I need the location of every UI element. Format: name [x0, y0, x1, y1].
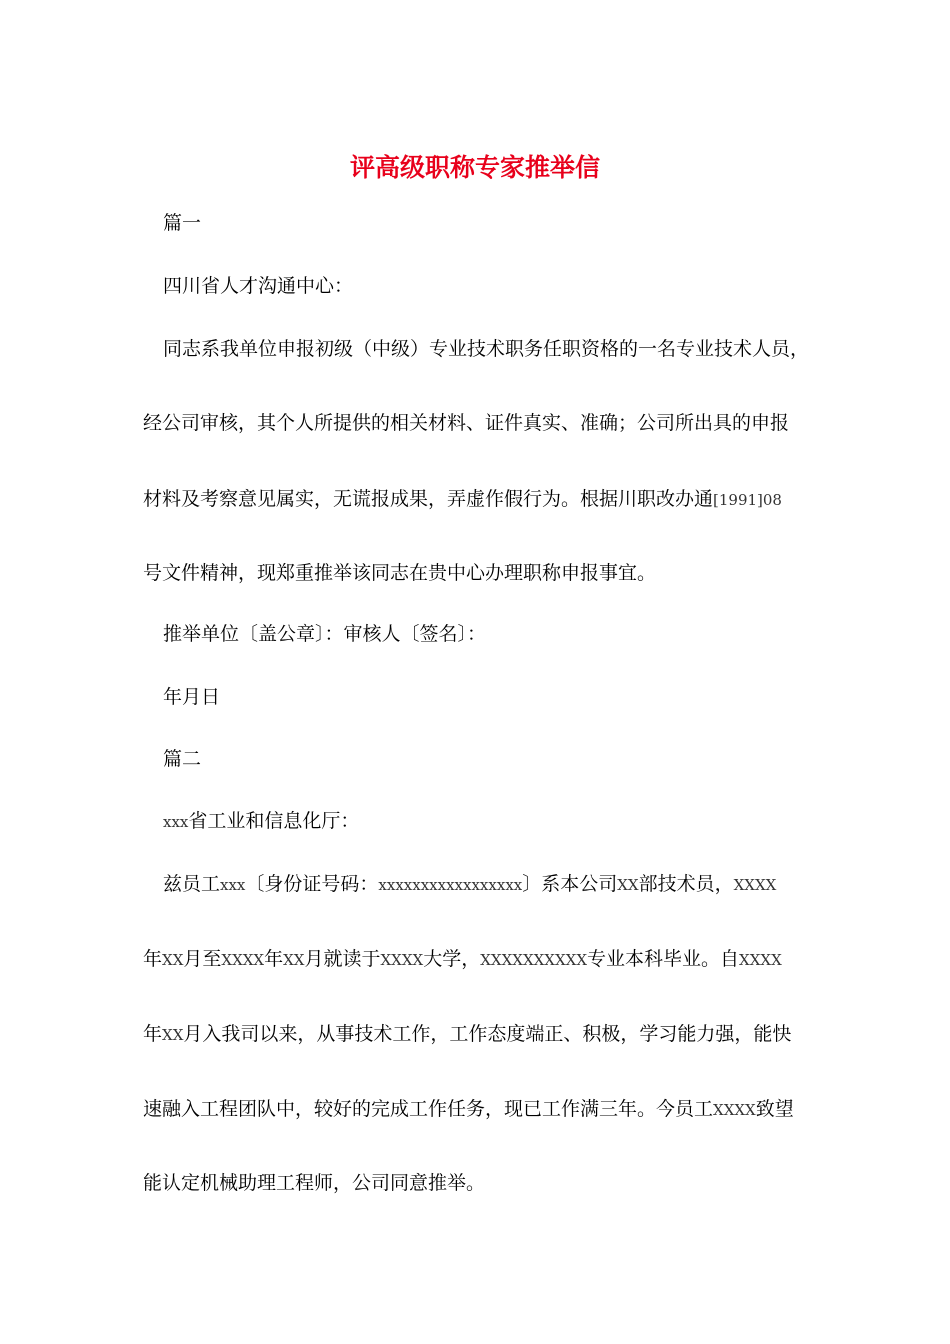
text-segment: 月至 [183, 948, 222, 970]
text-segment: 〔身份证号码： [245, 873, 379, 895]
section1-paragraph-line-3 [143, 486, 782, 513]
document-number: [1991]08 [713, 491, 782, 509]
section1-paragraph-line-2: 经公司审核，其个人所提供的相关材料、证件真实、准确；公司所出具的申报 [143, 412, 790, 434]
section2-paragraph-line-5: 能认定机械助理工程师，公司同意推举。 [143, 1172, 486, 1194]
text-segment: 兹员工 [163, 873, 221, 895]
section2-paragraph-line-3 [143, 1021, 791, 1048]
text-segment: 致望 [755, 1098, 794, 1120]
placeholder-code: XXXX [380, 951, 424, 969]
placeholder-code: XXXX [733, 876, 777, 894]
section2-addressee [163, 808, 359, 835]
section1-heading: 篇一 [163, 212, 202, 234]
addressee-text: 省工业和信息化厅： [188, 810, 360, 832]
text-segment: 〕系本公司 [522, 873, 618, 895]
section1-date: 年月日 [163, 686, 221, 708]
section1-paragraph-line-4: 号文件精神，现郑重推举该同志在贵中心办理职称申报事宜。 [143, 562, 657, 584]
text-segment: 部技术员， [638, 873, 734, 895]
paragraph-text: 材料及考察意见属实，无谎报成果，弄虚作假行为。根据川职改办通 [143, 488, 714, 510]
section1-paragraph-line-1: 同志系我单位申报初级（中级）专业技术职务任职资格的一名专业技术人员， [163, 338, 810, 360]
section2-heading: 篇二 [163, 748, 202, 770]
placeholder-code: XX [617, 876, 639, 894]
placeholder-code: XXXXXXXXXX [480, 951, 588, 969]
placeholder-code: xxxxxxxxxxxxxxxxx [378, 876, 523, 894]
text-segment: 专业本科毕业。自 [587, 948, 740, 970]
section1-signature: 推举单位〔盖公章〕：审核人〔签名〕： [163, 623, 487, 645]
text-segment: 年 [143, 948, 163, 970]
placeholder-code: XX [162, 951, 184, 969]
section2-paragraph-line-4 [143, 1096, 794, 1123]
placeholder-code: XXXX [713, 1101, 756, 1119]
document-title: 评高级职称专家推举信 [349, 153, 600, 182]
text-segment: 年 [143, 1023, 163, 1045]
section2-paragraph-line-1 [163, 871, 776, 898]
placeholder-code: XXXX [739, 951, 782, 969]
text-segment: 大学， [423, 948, 481, 970]
section1-addressee: 四川省人才沟通中心： [163, 275, 354, 297]
section2-paragraph-line-2 [143, 946, 782, 973]
placeholder-code: xxx [163, 813, 189, 831]
text-segment: 月入我司以来，从事技术工作，工作态度端正、积极，学习能力强，能快 [183, 1023, 792, 1045]
text-segment: 年 [264, 948, 284, 970]
text-segment: 月就读于 [304, 948, 381, 970]
placeholder-code: XXXX [221, 951, 265, 969]
text-segment: 速融入工程团队中，较好的完成工作任务，现已工作满三年。今员工 [143, 1098, 714, 1120]
placeholder-code: XX [162, 1026, 184, 1044]
placeholder-code: xxx [220, 876, 246, 894]
placeholder-code: XX [283, 951, 305, 969]
